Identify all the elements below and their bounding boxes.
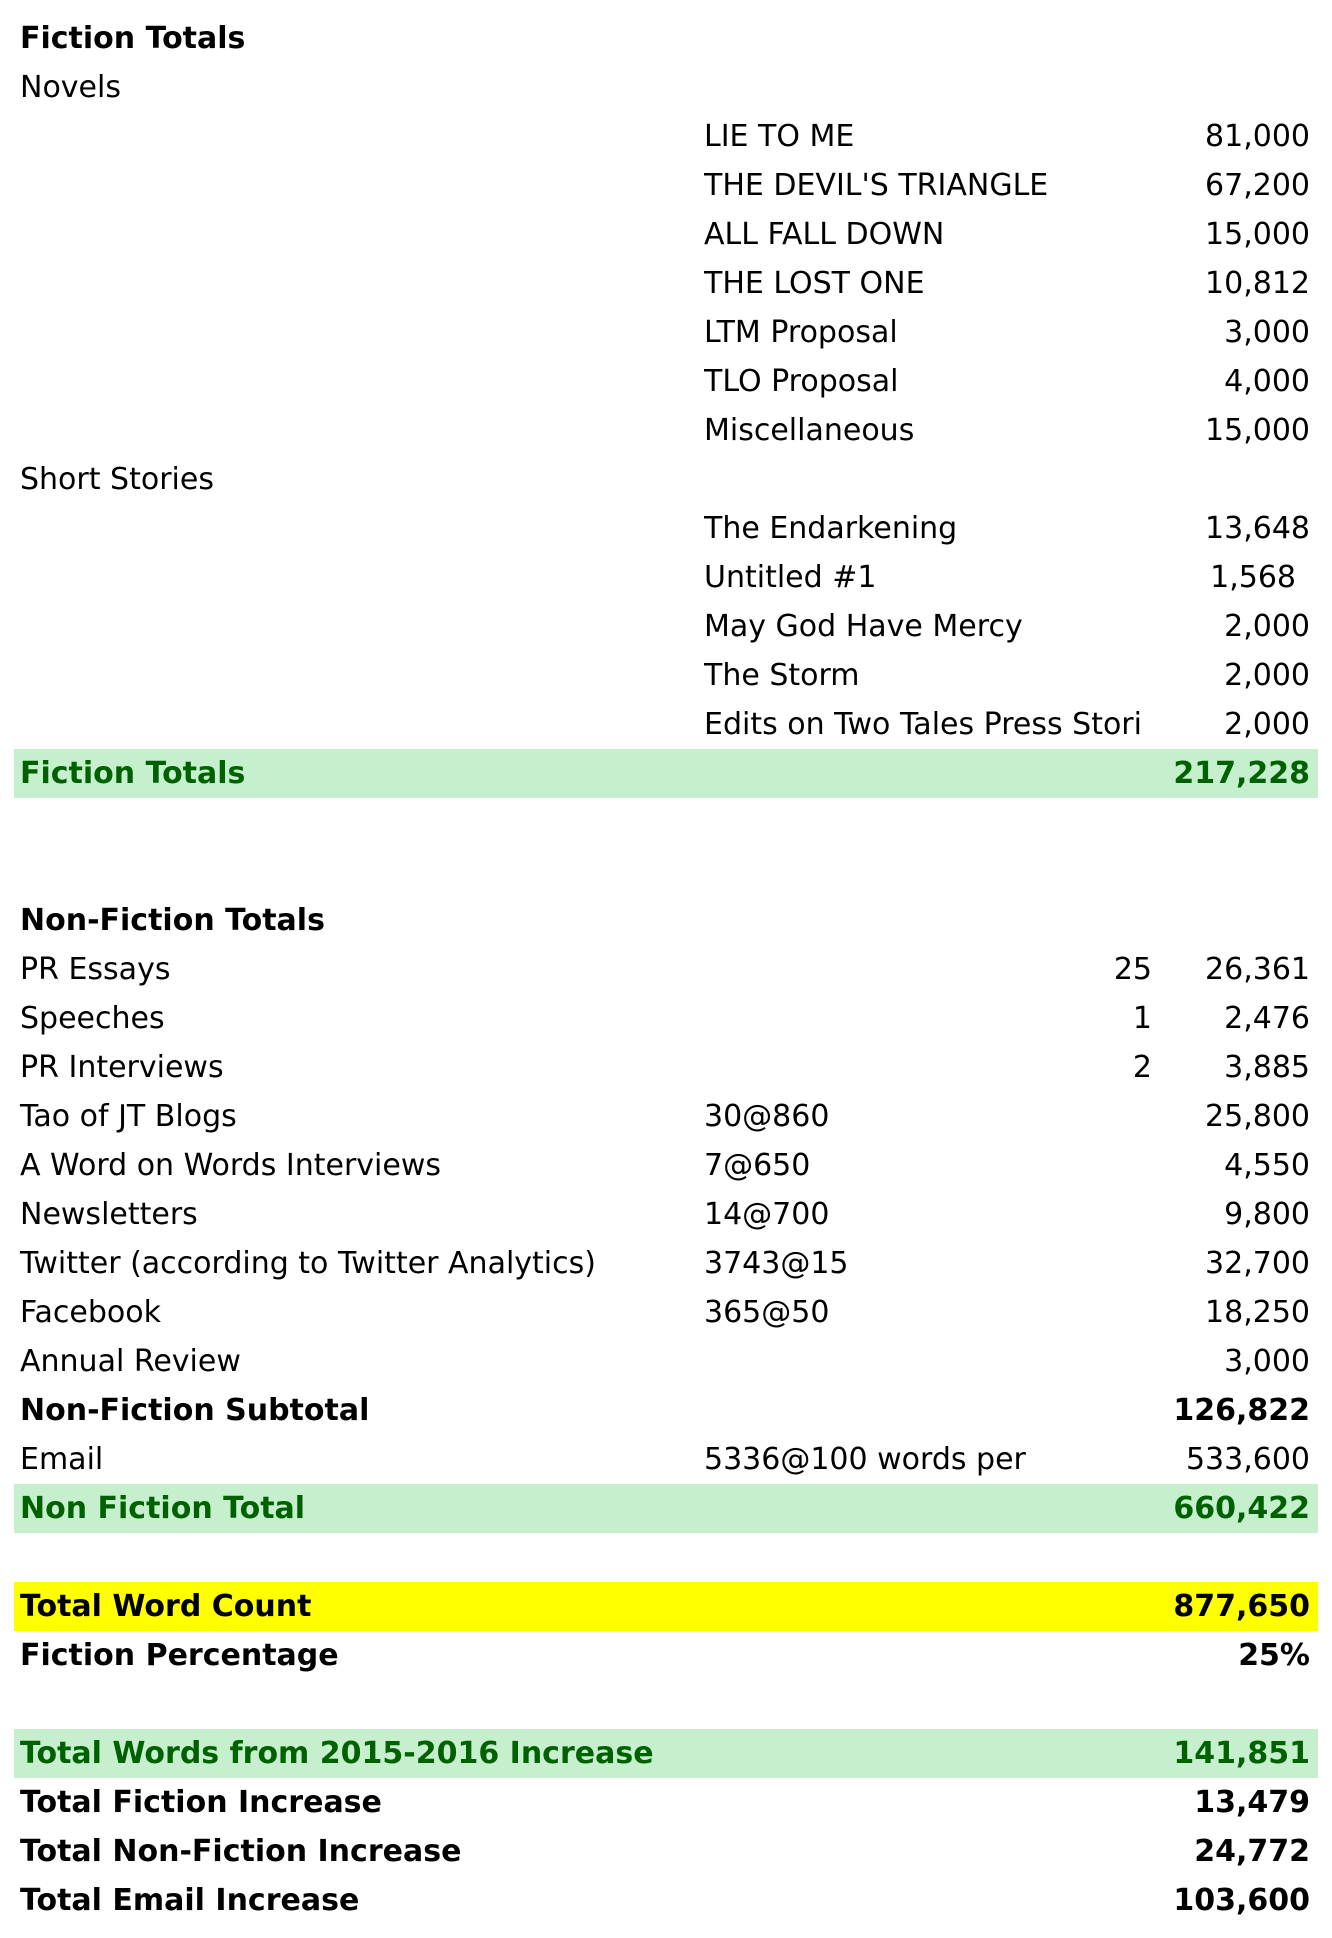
novel-words: 67,200 [1205,168,1310,203]
nonfiction-words: 18,250 [1205,1295,1310,1330]
nonfiction-header: Non-Fiction Totals [20,903,325,938]
nonfiction-header-row [14,896,1318,945]
total-word-count-row [14,1582,1318,1631]
short-story-title: May God Have Mercy [704,609,1023,644]
nonfiction-total-value: 660,422 [1173,1491,1310,1526]
nonfiction-words: 3,000 [1224,1344,1310,1379]
short-story-words: 1,568 [1210,560,1296,595]
spacer [14,847,1318,896]
fiction-header: Fiction Totals [20,21,246,56]
email-detail: 5336@100 words per [704,1442,1026,1477]
fiction-increase-label: Total Fiction Increase [20,1785,382,1820]
short-story-row [14,602,1318,651]
increase-value: 141,851 [1173,1736,1310,1771]
novel-row [14,308,1318,357]
short-story-row [14,504,1318,553]
fiction-percentage-value: 25% [1238,1638,1310,1673]
nonfiction-count: 1 [1132,1001,1152,1036]
fiction-total-row [14,749,1318,798]
novels-label: Novels [20,70,121,105]
short-story-title: The Storm [704,658,860,693]
nonfiction-words: 9,800 [1224,1197,1310,1232]
fiction-increase-value: 13,479 [1194,1785,1310,1820]
fiction-header-row [14,14,1318,63]
email-value: 533,600 [1185,1442,1310,1477]
novel-words: 10,812 [1205,266,1310,301]
novel-row [14,210,1318,259]
nonfiction-row [14,945,1318,994]
nonfiction-words: 2,476 [1224,1001,1310,1036]
nonfiction-row [14,1190,1318,1239]
novel-title: TLO Proposal [704,364,899,399]
increase-label: Total Words from 2015-2016 Increase [20,1736,654,1771]
nonfiction-label: Speeches [20,1001,165,1036]
nonfiction-label: A Word on Words Interviews [20,1148,442,1183]
short-stories-label: Short Stories [20,462,214,497]
novel-title: LIE TO ME [704,119,855,154]
short-story-title: The Endarkening [704,511,958,546]
nonfiction-row [14,1337,1318,1386]
nonfiction-label: Twitter (according to Twitter Analytics) [20,1246,596,1281]
novel-row [14,357,1318,406]
email-row [14,1435,1318,1484]
nonfiction-label: Facebook [20,1295,161,1330]
email-increase-row [14,1876,1318,1925]
spacer [14,1680,1318,1729]
fiction-percentage-label: Fiction Percentage [20,1638,339,1673]
short-story-row [14,553,1318,602]
fiction-total-value: 217,228 [1173,756,1310,791]
nonfiction-total-row [14,1484,1318,1533]
nonfiction-count: 25 [1113,952,1152,987]
short-story-title: Untitled #1 [704,560,877,595]
nonfiction-row [14,1141,1318,1190]
short-story-words: 13,648 [1205,511,1310,546]
email-increase-value: 103,600 [1173,1883,1310,1918]
email-label: Email [20,1442,104,1477]
nonfiction-detail: 365@50 [704,1295,830,1330]
nonfiction-total-label: Non Fiction Total [20,1491,306,1526]
spacer [14,798,1318,847]
nonfiction-label: Tao of JT Blogs [20,1099,237,1134]
novel-title: THE LOST ONE [704,266,925,301]
nonfiction-row [14,1092,1318,1141]
short-story-words: 2,000 [1224,658,1310,693]
novel-words: 15,000 [1205,217,1310,252]
novel-words: 15,000 [1205,413,1310,448]
nonfiction-subtotal-row [14,1386,1318,1435]
fiction-total-label: Fiction Totals [20,756,246,791]
nonfiction-count: 2 [1132,1050,1152,1085]
short-story-words: 2,000 [1224,707,1310,742]
nonfiction-detail: 3743@15 [704,1246,849,1281]
nonfiction-words: 32,700 [1205,1246,1310,1281]
novel-words: 4,000 [1224,364,1310,399]
nonfiction-label: PR Interviews [20,1050,224,1085]
nonfiction-label: Newsletters [20,1197,198,1232]
nonfiction-label: PR Essays [20,952,171,987]
nonfiction-row [14,1239,1318,1288]
nonfiction-label: Annual Review [20,1344,241,1379]
novels-label-row [14,63,1318,112]
fiction-increase-row [14,1778,1318,1827]
spacer [14,1533,1318,1582]
nonfiction-subtotal-value: 126,822 [1173,1393,1310,1428]
nonfiction-detail: 7@650 [704,1148,811,1183]
novel-title: THE DEVIL'S TRIANGLE [704,168,1049,203]
nonfiction-words: 4,550 [1224,1148,1310,1183]
nonfiction-detail: 14@700 [704,1197,830,1232]
novel-title: ALL FALL DOWN [704,217,945,252]
increase-row [14,1729,1318,1778]
fiction-percentage-row [14,1631,1318,1680]
novel-row [14,259,1318,308]
novel-row [14,112,1318,161]
novel-words: 81,000 [1205,119,1310,154]
short-story-title: Edits on Two Tales Press Stori [704,707,1142,742]
nonfiction-words: 3,885 [1224,1050,1310,1085]
email-increase-label: Total Email Increase [20,1883,360,1918]
novel-title: LTM Proposal [704,315,898,350]
nonfiction-subtotal-label: Non-Fiction Subtotal [20,1393,370,1428]
nonfiction-row [14,1043,1318,1092]
nonfiction-detail: 30@860 [704,1099,830,1134]
short-story-row [14,651,1318,700]
novel-title: Miscellaneous [704,413,915,448]
nonfiction-increase-value: 24,772 [1194,1834,1310,1869]
short-story-words: 2,000 [1224,609,1310,644]
nonfiction-words: 26,361 [1205,952,1310,987]
nonfiction-increase-row [14,1827,1318,1876]
novel-row [14,406,1318,455]
word-count-sheet [14,14,1318,1925]
nonfiction-increase-label: Total Non-Fiction Increase [20,1834,462,1869]
nonfiction-row [14,994,1318,1043]
short-stories-label-row [14,455,1318,504]
nonfiction-row [14,1288,1318,1337]
novel-words: 3,000 [1224,315,1310,350]
novel-row [14,161,1318,210]
short-story-row [14,700,1318,749]
total-word-count-value: 877,650 [1173,1589,1310,1624]
nonfiction-words: 25,800 [1205,1099,1310,1134]
total-word-count-label: Total Word Count [20,1589,312,1624]
